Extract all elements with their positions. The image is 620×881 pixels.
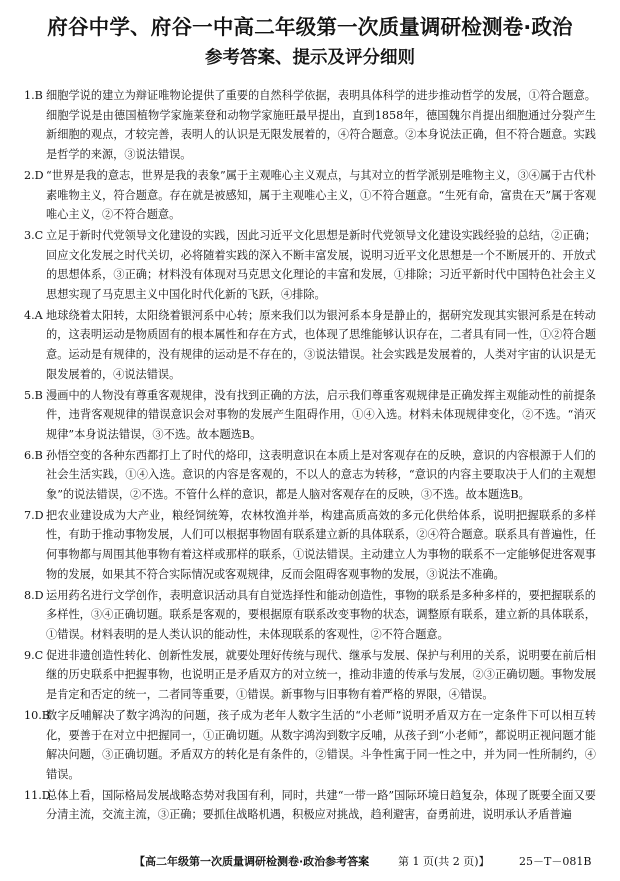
answer-number: 8.D [24,588,44,602]
answer-item-7 [24,506,596,585]
answer-explanation: 漫画中的人物没有尊重客观规律，没有找到正确的方法，启示我们尊重客观规律是正确发挥主观能动性的前提条件，违背客观规律的错误意识会对事物的发展产生阻碍作用，①④入选。材料未体现规律变化，②不选。“消灭规律”本身说法错误，③不选。故本题选B。 [46,388,596,441]
answer-explanation: 孙悟空变的各种东西都打上了时代的烙印，这表明意识在本质上是对客观存在的反映，意识的内容根源于人们的社会生活实践，①④入选。意识的内容是客观的，不以人的意志为转移，“意识的内容主要取决于人们的主观想象”的说法错误，②不选。不管什么样的意识，都是人脑对客观存在的反映，③不选。故本题选B。 [46,448,596,502]
footer-page-number: 第 1 页(共 2 页)】 [398,855,490,868]
answer-list [24,86,596,826]
answer-number: 2.D [24,168,44,182]
answer-item-11 [24,786,596,825]
answer-explanation: 立足于新时代党领导文化建设的实践，因此习近平文化思想是新时代党领导文化建设实践经验的总结，②正确；回应文化发展之时代关切，必将随着实践的深入不断丰富发展，说明习近平文化思想是一个不断展开的、开放式的思想体系，③正确；材料没有体现对马克思文化理论的丰富和发展，①排除；习近平新时代中国特色社会主义思想实现了马克思主义中国化时代化新的飞跃，④排除。 [46,228,596,302]
answer-explanation: 地球绕着太阳转，太阳绕着银河系中心转；原来我们以为银河系本身是静止的，据研究发现其实银河系是在转动的，这表明运动是物质固有的根本属性和存在方式，也体现了思维能够认识存在，二者具有同一性，①②符合题意。运动是有规律的，没有规律的运动是不存在的，③说法错误。社会实践是发展着的，人类对宇宙的认识是无限发展着的，④说法错误。 [46,308,596,381]
answer-item-10 [24,706,596,785]
answer-item-2 [24,166,596,225]
answer-number: 4.A [24,308,43,322]
answer-number: 6.B [24,448,43,462]
answer-number: 1.B [24,89,43,102]
footer-doc-code: 25－T－081B [519,855,592,868]
answer-explanation: 运用药名进行文学创作，表明意识活动具有自觉选择性和能动创造性，事物的联系是多种多样的，要把握联系的多样性，③④正确切题。联系是客观的，要根据原有联系改变事物的状态，调整原有联系，建立新的具体联系，①错误。材料表明的是人类认识的能动性，未体现联系的客观性，②不符合题意。 [46,588,596,641]
answer-item-9 [24,646,596,705]
answer-explanation: 把农业建设成为大产业，粮经饲统筹，农林牧渔并举，构建高质高效的多元化供给体系，说明把握联系的多样性，有助于推动事物发展，人们可以根据事物固有联系建立新的具体联系，②④符合题意。联系具有普遍性，任何事物都与周围其他事物有着这样或那样的联系，①说法错误。主动建立人为事物的联系不一定能够促进客观事物的发展，如果其不符合实际情况或客观规律，反而会阻碍客观事物的发展，③说法不准确。 [46,508,596,581]
answer-explanation: 总体上看，国际格局发展战略态势对我国有利，同时，共建“一带一路”国际环境日趋复杂，体现了既要全面又要分清主流，交流主流，③正确；要抓住战略机遇，积极应对挑战，趋利避害，奋勇前进，说明承认矛盾普遍 [46,788,596,822]
page-title: 府谷中学、府谷一中高二年级第一次质量调研检测卷·政治 [47,15,573,39]
answer-explanation: “世界是我的意志，世界是我的表象”属于主观唯心主义观点，与其对立的哲学派别是唯物主义，③④属于古代朴素唯物主义，符合题意。存在就是被感知，属于主观唯心主义，①不符合题意。“生死有命，富贵在天”属于客观唯心主义，②不符合题意。 [46,168,596,222]
answer-item-3 [24,226,596,305]
answer-item-8 [24,586,596,645]
answer-item-5 [24,386,596,445]
answer-item-6 [24,446,596,505]
answer-number: 11.D [24,788,51,802]
answer-number: 7.D [24,508,44,522]
answer-explanation: 细胞学说的建立为辩证唯物论提供了重要的自然科学依据，表明具体科学的进步推动哲学的发展，①符合题意。细胞学说是由德国植物学家施莱登和动物学家施旺最早提出，直到1858年，德国魏尔肖提出细胞通过分裂产生新细胞的观点，才较完善，表明人的认识是无限发展着的，④符合题意。②本身说法正确，但不符合题意。实践是哲学的来源，③说法错误。 [46,89,596,162]
footer-exam-title: 【高二年级第一次质量调研检测卷·政治参考答案 [134,855,370,868]
answer-item-4 [24,306,596,385]
page-footer [0,853,620,871]
answer-item-1 [24,86,596,165]
answer-explanation: 促进非遗创造性转化、创新性发展，就要处理好传统与现代、继承与发展、保护与利用的关系，说明要在前后相继的历史联系中把握事物，也说明正是矛盾双方的对立统一，推动非遗的传承与发展，②③正确切题。事物发展是肯定和否定的统一，二者同等重要，①错误。新事物与旧事物有着严格的界限，④错误。 [46,648,596,702]
answer-number: 10.B [24,708,51,722]
answer-explanation: 数字反哺解决了数字鸿沟的问题，孩子成为老年人数字生活的“小老师”说明矛盾双方在一定条件下可以相互转化，要善于在对立中把握同一，①正确切题。从数字鸿沟到数字反哺，从孩子到“小老师”，都说明正视问题才能解决问题，③正确切题。矛盾双方的转化是有条件的，②错误。斗争性寓于同一性之中，并为同一性所制约，④错误。 [46,708,596,781]
answer-number: 5.B [24,388,43,402]
answer-number: 9.C [24,648,44,662]
answer-number: 3.C [24,228,44,242]
page-subtitle: 参考答案、提示及评分细则 [205,48,415,68]
